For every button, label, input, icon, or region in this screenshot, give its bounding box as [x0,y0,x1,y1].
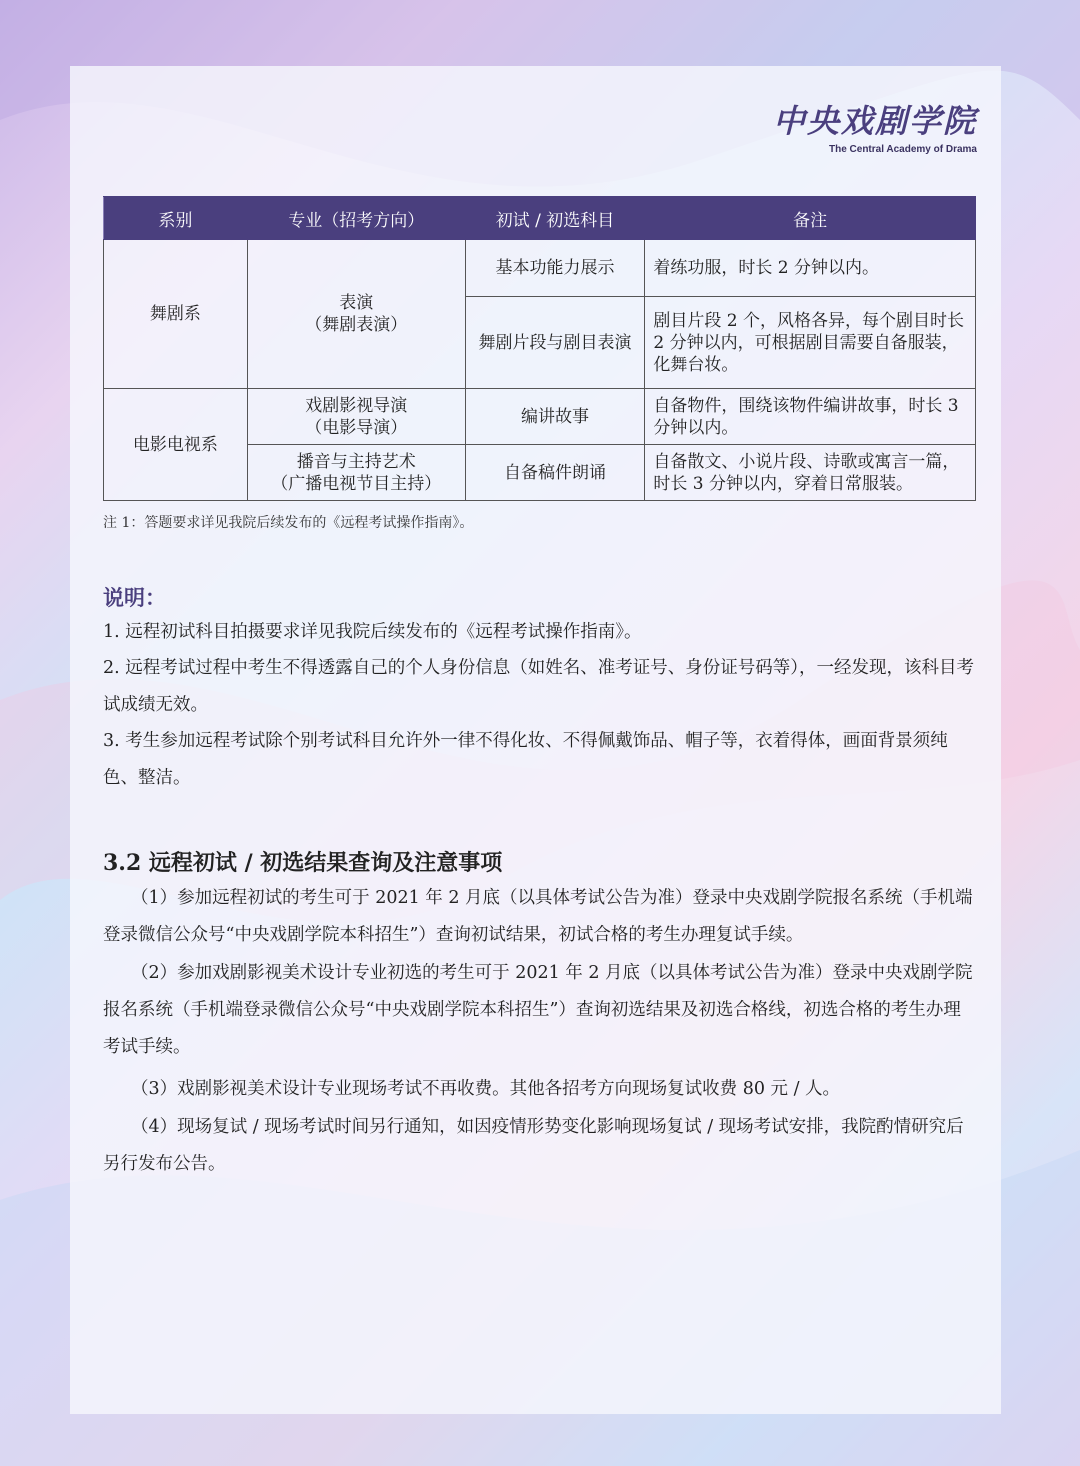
logo-english: The Central Academy of Drama [828,144,977,155]
cell-remark: 自备散文、小说片段、诗歌或寓言一篇，时长 3 分钟以内，穿着日常服装。 [645,445,976,501]
table-row [104,240,976,297]
result-item-4: （4）现场复试 / 现场考试时间另行通知，如因疫情形势变化影响现场复试 / 现场考试安排，我院酌情研究后另行发布公告。 [103,1117,964,1174]
cell-subject: 自备稿件朗诵 [465,445,645,501]
section-heading: 3.2 远程初试 / 初选结果查询及注意事项 [103,850,503,876]
logo-chinese: 中央戏剧学院 [772,102,977,140]
explain-item-2: 2. 远程考试过程中考生不得透露自己的个人身份信息（如姓名、准考证号、身份证号码等），一经发现，该科目考试成绩无效。 [103,658,975,715]
cell-major: 表演 （舞剧表演） [247,240,465,389]
result-item-1: （1）参加远程初试的考生可于 2021 年 2 月底（以具体考试公告为准）登录中央戏剧学院报名系统（手机端登录微信公众号“中央戏剧学院本科招生”）查询初试结果，初试合格的考生办理复试手续。 [103,888,973,945]
cell-department: 舞剧系 [104,240,248,389]
explain-item-3: 3. 考生参加远程考试除个别考试科目允许外一律不得化妆、不得佩戴饰品、帽子等，衣着得体，画面背景须纯色、整洁。 [103,731,948,788]
header-department: 系别 [104,197,248,240]
cell-remark: 剧目片段 2 个，风格各异，每个剧目时长 2 分钟以内，可根据剧目需要自备服装，化舞台妆。 [645,297,976,389]
result-item-2: （2）参加戏剧影视美术设计专业初选的考生可于 2021 年 2 月底（以具体考试公告为准）登录中央戏剧学院报名系统（手机端登录微信公众号“中央戏剧学院本科招生”）查询初选结果及初选合格线，初选合格的考生办理考试手续。 [103,963,973,1057]
explain-item-1: 1. 远程初试科目拍摄要求详见我院后续发布的《远程考试操作指南》。 [103,622,642,642]
cell-major: 戏剧影视导演 （电影导演） [247,389,465,445]
cell-subject: 编讲故事 [465,389,645,445]
header-major: 专业（招考方向） [247,197,465,240]
header-remark: 备注 [645,197,976,240]
cell-remark: 着练功服，时长 2 分钟以内。 [645,240,976,297]
explain-title: 说明： [103,585,166,610]
table-footnote: 注 1：答题要求详见我院后续发布的《远程考试操作指南》。 [103,515,474,531]
academy-logo [773,96,977,155]
cell-department: 电影电视系 [104,389,248,501]
header-subject: 初试 / 初选科目 [465,197,645,240]
table-row [104,389,976,445]
cell-remark: 自备物件，围绕该物件编讲故事，时长 3 分钟以内。 [645,389,976,445]
cell-subject: 舞剧片段与剧目表演 [465,297,645,389]
cell-subject: 基本功能力展示 [465,240,645,297]
table-header-row [104,197,976,240]
result-item-3: （3）戏剧影视美术设计专业现场考试不再收费。其他各招考方向现场复试收费 80 元 / 人。 [131,1079,841,1099]
exam-subjects-table [103,196,976,501]
cell-major: 播音与主持艺术 （广播电视节目主持） [247,445,465,501]
